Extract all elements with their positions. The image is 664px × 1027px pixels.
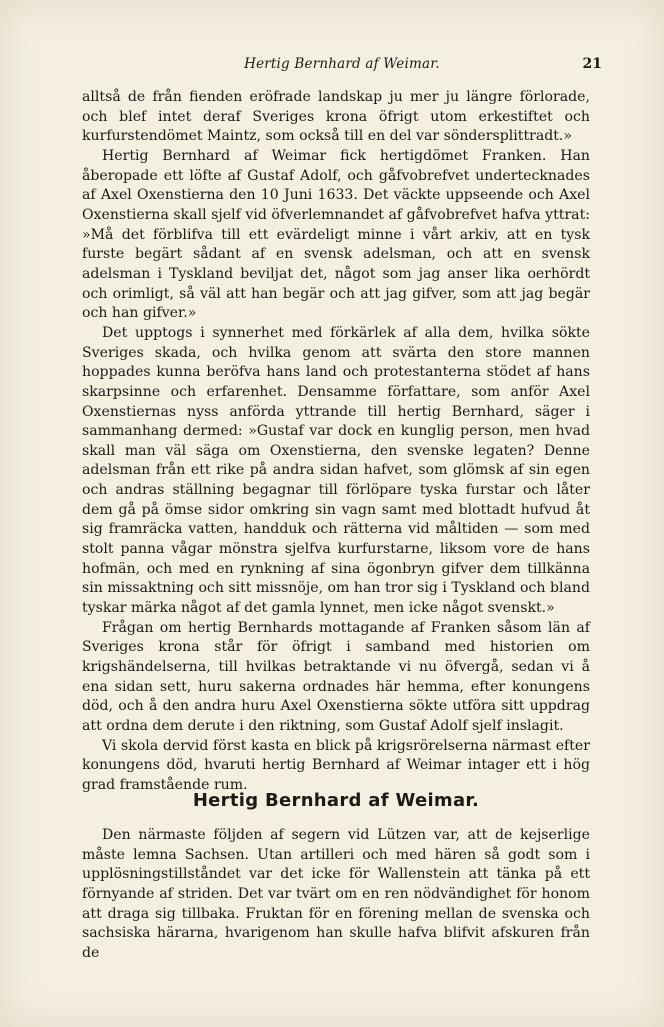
paragraph: Hertig Bernhard af Weimar fick hertigdömet Franken. Han åberopade ett löfte af Gustaf Adolf, och gåfvobrefvet undertecknades af Axel Oxenstierna den 10 Juni 1633. Det väckte uppseende och Axel Oxenstierna skall sjelf vid öfverlemnandet af gåfvobrefvet hafva yttrat: »Må det förblifva till ett evärdeligt minne i vårt arkiv, att en tysk furste begärt sådant af en svensk adelsman, och att en svensk adelsman i Tyskland beviljat det, något som jag anser lika oerhördt och orimligt, så väl att han begär och att jag gifver, som att jag begär och han gifver.» [82, 147, 590, 322]
paragraph: Det upptogs i synnerhet med förkärlek af alla dem, hvilka sökte Sveriges skada, och hvilka genom att svärta den store mannen hoppades kunna beröfva hans land och protestanterna stödet af hans skarpsinne och erfarenhet. Densamme författare, som anför Axel Oxenstiernas nyss anförda yttrande till hertig Bernhard, säger i sammanhang dermed: »Gustaf var dock en kunglig person, men hvad skall man väl säga om Oxenstierna, den svenske legaten? Denne adelsman från ett rike på andra sidan hafvet, som glömsk af sin egen och andras ställning begagnar till förlöpare tyska furstar och låter dem gå på ömse sidor omkring sin vagn samt med blottadt hufvud åt sig framräcka vatten, handduk och rätterna vid måltiden — som med stolt panna vågar mönstra sjelfva kurfurstarne, liksom vore de hans hofmän, och med en rynkning af sina ögonbryn gifver dem tillkänna sin missaktning och sitt missnöje, om han tror sig i Tyskland och bland tyskar märka något af det gamla lynnet, men icke något svenskt.» [82, 324, 590, 617]
running-title: Hertig Bernhard af Weimar. [244, 56, 440, 72]
section-heading: Hertig Bernhard af Weimar. [192, 790, 480, 811]
paragraph: alltså de från fienden eröfrade landskap ju mer ju längre förlorade, och blef intet deraf Sveriges krona öfrigt utom erkestiftet och kurfurstendömet Maintz, som också till en del var söndersplittradt.» [82, 89, 590, 145]
section-body [82, 826, 590, 964]
body-text [82, 88, 590, 796]
paragraph: Den närmaste följden af segern vid Lützen var, att de kejserlige måste lemna Sachsen. Utan artilleri och med hären så godt som i upplösningstillståndet var det icke för Wallenstein att tänka på ett förnyande af striden. Det var tvärt om en ren nödvändighet för honom att draga sig tillbaka. Fruktan för en förening mellan de svenska och sachsiska härarna, hvarigenom han skulle hafva blifvit afskuren från de [82, 827, 590, 961]
page-header [82, 56, 602, 78]
page-number: 21 [582, 56, 602, 72]
paragraph: Frågan om hertig Bernhards mottagande af Franken såsom län af Sveriges krona står för öfrigt i samband med historien om krigshändelserna, till hvilkas betraktande vi nu öfvergå, sedan vi å ena sidan sett, huru sakerna ordnades här hemma, efter konungens död, och å den andra huru Axel Oxenstierna sökte utföra sitt uppdrag att ordna dem derute i den riktning, som Gustaf Adolf sjelf inslagit. [82, 619, 590, 734]
paragraph: Vi skola dervid först kasta en blick på krigsrörelserna närmast efter konungens död, hvaruti hertig Bernhard af Weimar intager ett i hög grad framstående rum. [82, 737, 590, 793]
